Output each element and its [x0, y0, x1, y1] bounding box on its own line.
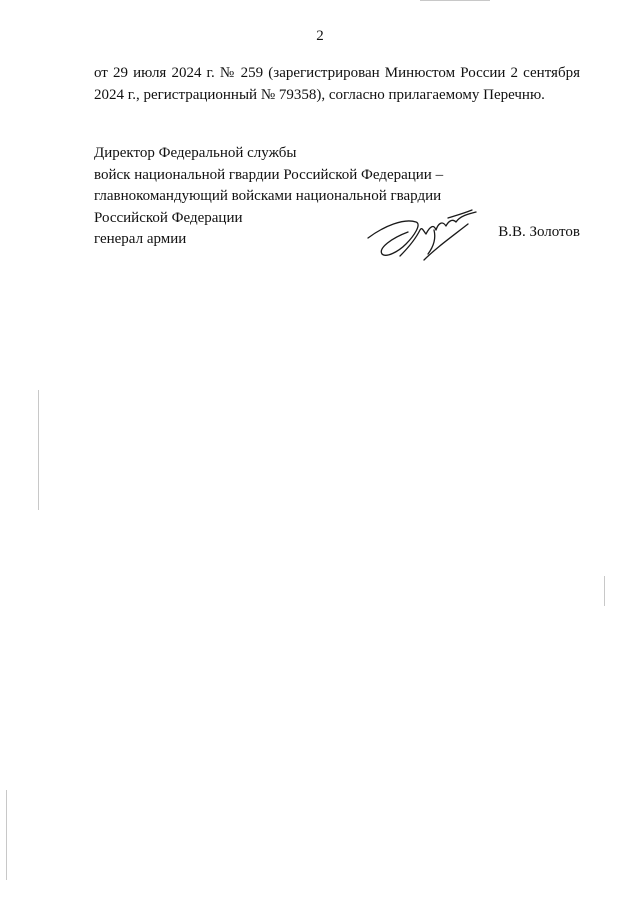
- page-number: 2: [316, 28, 324, 44]
- scan-edge-line: [420, 0, 490, 1]
- signatory-title-line-3: главнокомандующий войсками национальной гвардии: [94, 188, 442, 204]
- handwritten-signature-icon: [364, 204, 484, 262]
- signatory-title-line-4: Российской Федерации: [94, 209, 243, 226]
- scan-edge-line: [604, 576, 605, 606]
- body-paragraph: [94, 62, 580, 106]
- signer-name: В.В. Золотов: [498, 224, 580, 240]
- body-line-2: 2024 г., регистрационный № 79358), согласно прилагаемому Перечню.: [94, 87, 545, 103]
- body-line-1: от 29 июля 2024 г. № 259 (зарегистрирован Минюстом России 2 сентября: [94, 65, 580, 81]
- scan-edge-line: [38, 390, 39, 510]
- signatory-title-line-1: Директор Федеральной службы: [94, 145, 297, 161]
- signatory-rank: генерал армии: [94, 231, 187, 247]
- signatory-title-line-2: войск национальной гвардии Российской Федерации –: [94, 166, 444, 183]
- scan-edge-line: [6, 790, 7, 880]
